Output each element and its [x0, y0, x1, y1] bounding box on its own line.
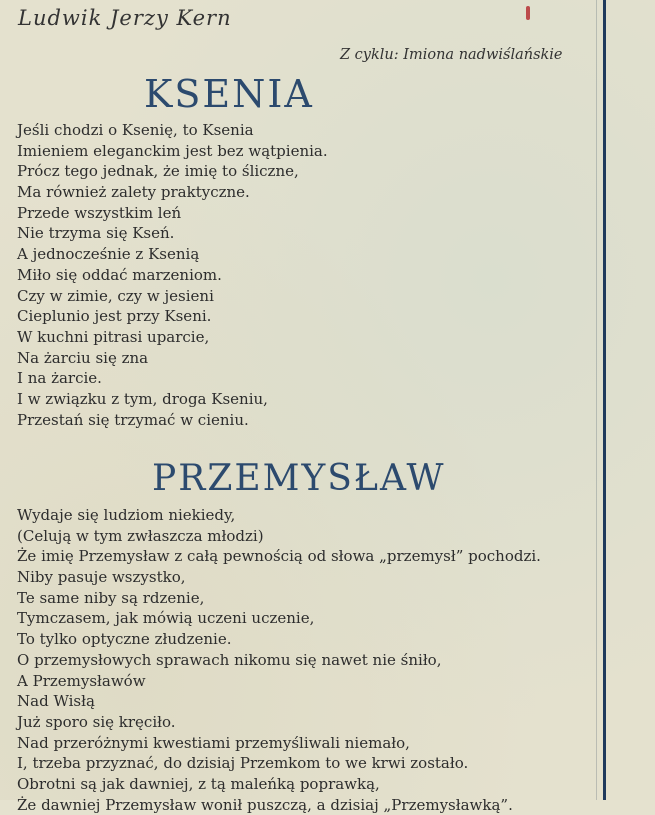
- poem-line: Przestań się trzymać w cieniu.: [17, 410, 249, 429]
- poem-line: Imieniem eleganckim jest bez wątpienia.: [17, 141, 328, 160]
- poem-line: A Przemysławów: [17, 671, 146, 690]
- poem-line: Niby pasuje wszystko,: [17, 568, 186, 587]
- poem-line: O przemysłowych sprawach nikomu się nawet nie śniło,: [17, 650, 442, 669]
- poem-line: I w związku z tym, droga Kseniu,: [17, 389, 268, 408]
- poem-title-ksenia: KSENIA: [144, 72, 314, 116]
- poem-line: Nad Wisłą: [17, 692, 95, 711]
- author-name: Ludwik Jerzy Kern: [18, 6, 232, 30]
- poem-line: Nie trzyma się Kseń.: [17, 224, 175, 243]
- poem-line: Cieplunio jest przy Kseni.: [17, 307, 212, 326]
- poem-line: Miło się oddać marzeniom.: [17, 265, 222, 284]
- poem-line: A jednocześnie z Ksenią: [17, 245, 200, 264]
- poem-line: Wydaje się ludziom niekiedy,: [17, 506, 236, 524]
- poem-przemyslaw: [17, 505, 541, 815]
- poem-line: W kuchni pitrasi uparcie,: [17, 327, 210, 346]
- poem-line: Ma również zalety praktyczne.: [17, 183, 250, 202]
- column-rule: [603, 0, 606, 800]
- poem-line: Że imię Przemysław z całą pewnością od słowa „przemysł” pochodzi.: [17, 547, 541, 566]
- poem-line: Już sporo się kręciło.: [17, 712, 176, 731]
- poem-line: Przede wszystkim leń: [17, 203, 182, 222]
- poem-line: I, trzeba przyznać, do dzisiaj Przemkom to we krwi zostało.: [17, 754, 469, 773]
- poem-line: Czy w zimie, czy w jesieni: [17, 286, 214, 305]
- poem-line: Nad przeróżnymi kwestiami przemyśliwali niemało,: [17, 733, 410, 752]
- poem-line: Tymczasem, jak mówią uczeni uczenie,: [17, 609, 315, 628]
- poem-line: To tylko optyczne złudzenie.: [17, 630, 232, 649]
- poem-line: Na żarciu się zna: [17, 348, 149, 367]
- poem-line: Że dawniej Przemysław wonił puszczą, a dzisiaj „Przemysławką”.: [17, 795, 513, 814]
- column-rule-thin: [596, 0, 597, 800]
- poem-line: Jeśli chodzi o Ksenię, to Ksenia: [17, 121, 254, 139]
- cycle-subtitle: Z cyklu: Imiona nadwiślańskie: [340, 47, 563, 63]
- poem-ksenia: [17, 120, 328, 430]
- poem-title-przemyslaw: PRZEMYSŁAW: [152, 458, 446, 499]
- poem-line: Obrotni są jak dawniej, z tą maleńką poprawką,: [17, 774, 380, 793]
- poem-line: I na żarcie.: [17, 369, 102, 388]
- red-ink-mark: [526, 6, 530, 20]
- poem-line: (Celują w tym zwłaszcza młodzi): [17, 526, 264, 545]
- poem-line: Prócz tego jednak, że imię to śliczne,: [17, 162, 299, 181]
- poem-line: Te same niby są rdzenie,: [17, 588, 205, 607]
